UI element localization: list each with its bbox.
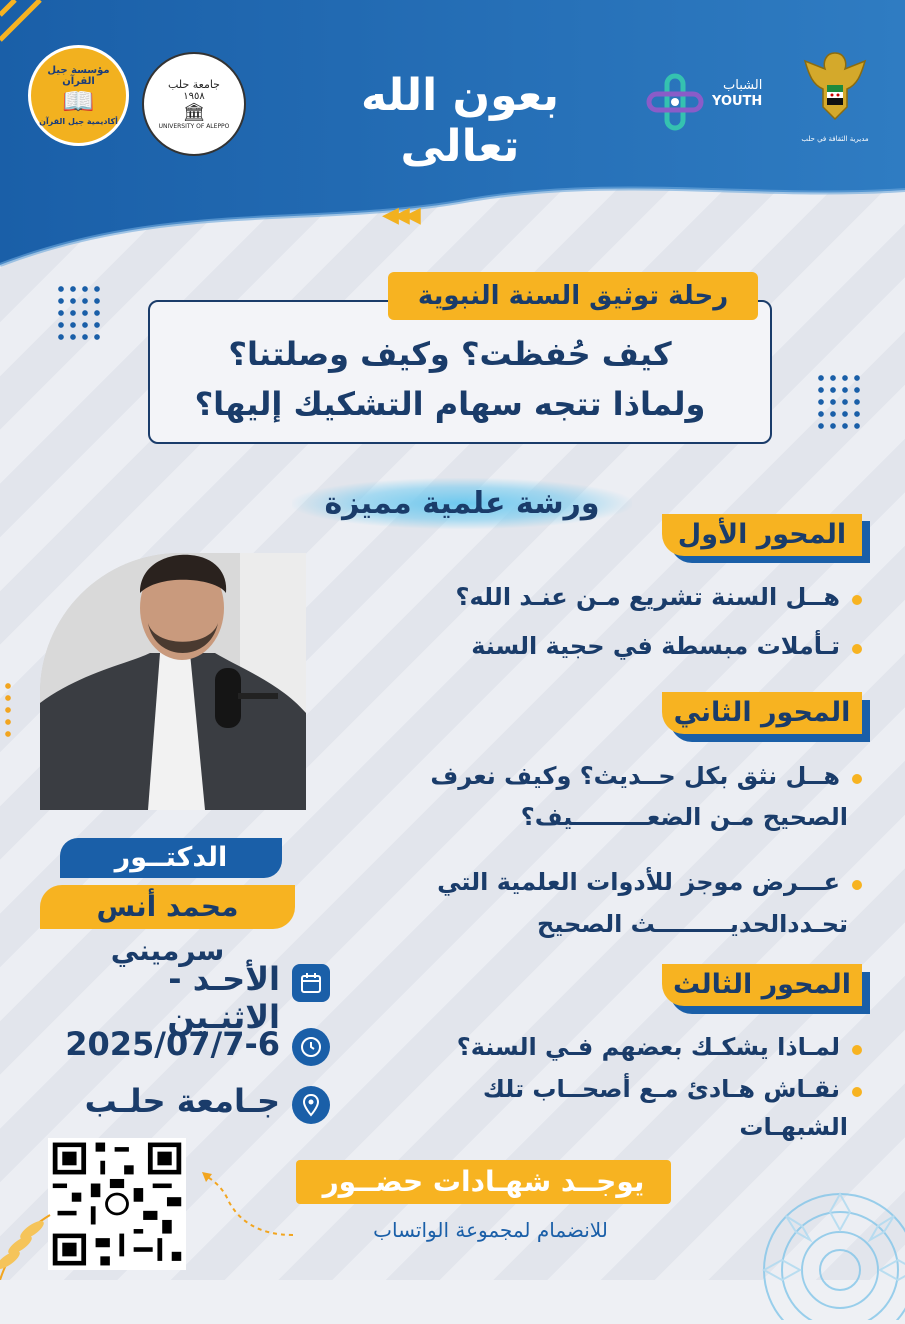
building-icon: 🏛 — [182, 102, 206, 123]
whatsapp-qr-code[interactable] — [48, 1138, 186, 1270]
axis-2-item-2: عـــرض موجز للأدوات العلمية التي — [437, 868, 840, 896]
question-tag: رحلة توثيق السنة النبوية — [388, 272, 758, 320]
axis-1-item-1: هــل السنة تشريع مـن عنـد الله؟ — [455, 583, 840, 611]
whatsapp-join-text: للانضمام لمجموعة الواتساب — [373, 1218, 608, 1242]
page-title: بعون الله تعالى — [360, 70, 560, 172]
wheat-decoration — [0, 1160, 60, 1280]
youth-ar: الشباب — [723, 78, 763, 93]
bullet-icon — [852, 1087, 862, 1097]
youth-logo-icon — [645, 72, 705, 132]
logo-aleppo-year: ١٩٥٨ — [183, 91, 205, 102]
question-line-2: ولماذا تتجه سهام التشكيك إليها؟ — [194, 385, 706, 423]
youth-en: YOUTH — [712, 94, 763, 109]
speaker-title: الدكتــور — [60, 838, 282, 878]
logo-aleppo-ar: جامعة حلب — [168, 78, 220, 91]
dots-decoration-yellow — [2, 680, 14, 740]
eagle-caption: مديرية الثقافة في حلب — [801, 135, 869, 143]
syrian-eagle-emblem — [795, 45, 875, 143]
logo-quran-text: مؤسسة جيل القرآن — [47, 65, 110, 87]
axis-1-label: المحور الأول — [662, 514, 862, 556]
dashed-arrow-decoration — [198, 1170, 298, 1240]
axis-1-item-2: تـأملات مبسطة في حجية السنة — [471, 632, 840, 660]
event-date: 2025/07/7-6 — [65, 1025, 280, 1063]
axis-2-item-2-cont: تحـددالحديـــــــــث الصحيح — [537, 910, 848, 938]
dots-decoration — [55, 283, 101, 343]
question-line-1: كيف حُفظت؟ وكيف وصلتنا؟ — [228, 335, 672, 373]
event-days: الأحـد - الاثنـين — [167, 960, 280, 1036]
arrows-decoration-icon: ◀◀◀ — [382, 203, 415, 228]
logo-quran-sub: أكاديمية جيل القرآن — [39, 117, 118, 126]
bullet-icon — [852, 880, 862, 890]
mandala-decoration — [735, 1160, 905, 1320]
bullet-icon — [852, 774, 862, 784]
dots-decoration — [815, 372, 861, 432]
bullet-icon — [852, 595, 862, 605]
bullet-icon — [852, 1045, 862, 1055]
aleppo-university-logo — [142, 52, 246, 156]
logo-aleppo-en: UNIVERSITY OF ALEPPO — [158, 123, 230, 130]
axis-3-item-2-cont: الشبهـات — [739, 1113, 848, 1141]
bullet-icon — [852, 644, 862, 654]
youth-logo-text — [712, 78, 762, 110]
certificates-banner: يوجــد شهـادات حضــور — [296, 1160, 671, 1204]
location-pin-icon — [292, 1086, 330, 1124]
book-icon: 📖 — [62, 87, 95, 117]
calendar-icon — [292, 964, 330, 1002]
workshop-heading: ورشة علمية مميزة — [292, 478, 632, 529]
quran-foundation-logo — [28, 45, 129, 146]
axis-3-item-2: نقـاش هـادئ مـع أصحــاب تلك — [482, 1075, 840, 1103]
axis-2-label: المحور الثاني — [662, 692, 862, 734]
axis-2-item-1-cont: الصحيح مـن الضعـــــــــيف؟ — [520, 803, 848, 831]
axis-3-item-1: لمـاذا يشكـك بعضهم فـي السنة؟ — [456, 1033, 840, 1061]
axis-3-label: المحور الثالث — [662, 964, 862, 1006]
speaker-name: محمد أنس سرميني — [40, 885, 295, 929]
clock-icon — [292, 1028, 330, 1066]
axis-2-item-1: هــل نثق بكل حــديث؟ وكيف نعرف — [430, 762, 840, 790]
event-place: جـامعة حلـب — [84, 1082, 280, 1120]
